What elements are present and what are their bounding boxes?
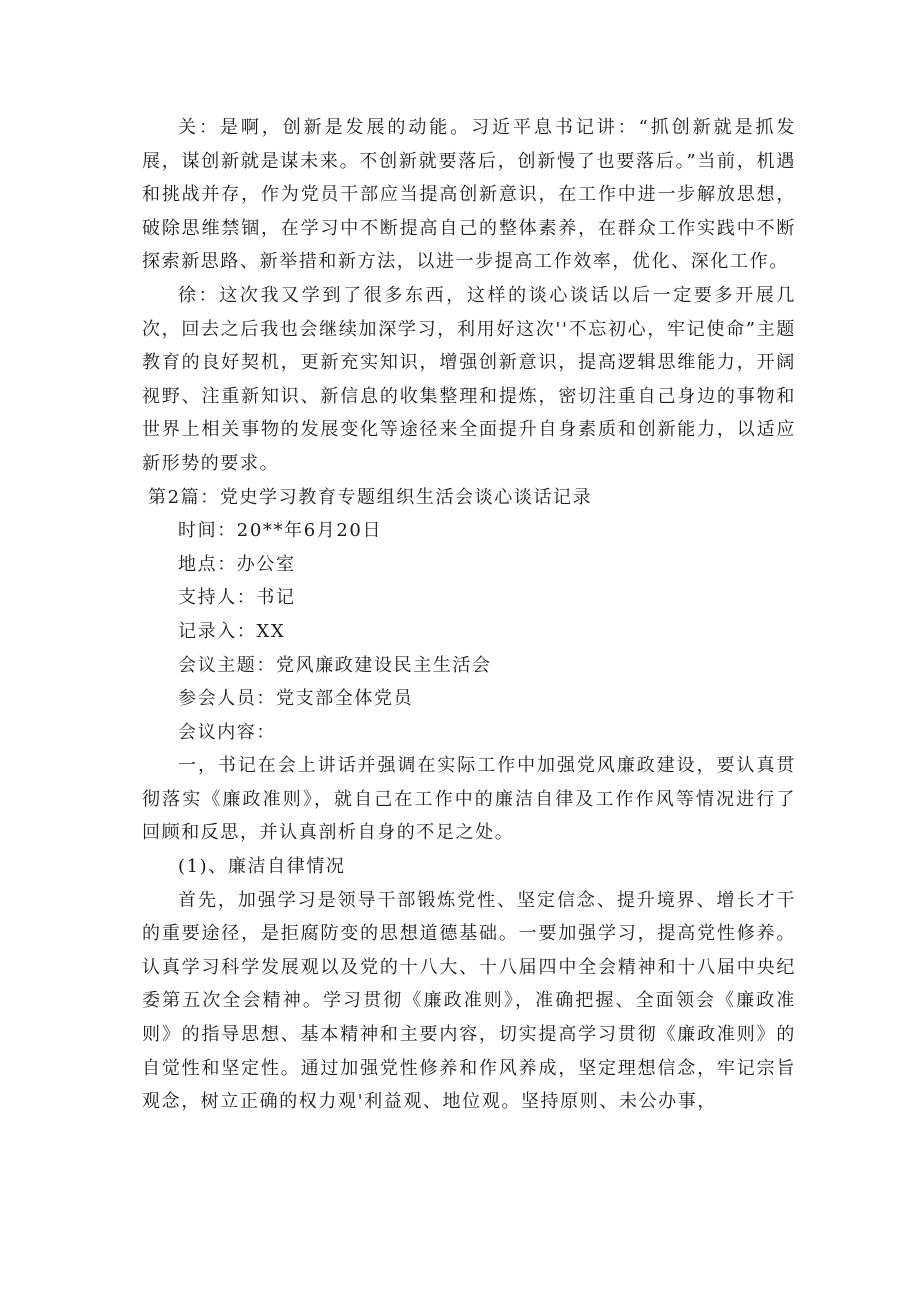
meeting-place: 地点：办公室: [178, 553, 296, 575]
meeting-content-label: 会议内容：: [178, 721, 276, 743]
meeting-host: 支持人：书记: [178, 587, 296, 609]
meeting-attendees: 参会人员：党支部全体党员: [178, 688, 414, 710]
point-one-paragraph: 一，书记在会上讲话并强调在实际工作中加强党风廉政建设，要认真贯彻落实《廉政准则》，就自己在工作中的廉洁自律及工作作风等情况进行了回顾和反思，并认真剖析自身的不足之处。: [142, 755, 796, 844]
integrity-paragraph: 首先，加强学习是领导干部锻炼党性、坚定信念、提升境界、增长才干的重要途径，是拒腐防变的思想道德基础。一要加强学习，提高党性修养。认真学习科学发展观以及党的十八大、十八届四中全会精神和十八届中央纪委第五次全会精神。学习贯彻《廉政准则》，准确把握、全面领会《廉政准则》的指导思想、基本精神和主要内容，切实提高学习贯彻《廉政准则》的自觉性和坚定性。通过加强党性修养和作风养成，坚定理想信念，牢记宗旨观念，树立正确的权力观'利益观、地位观。坚持原则、未公办事，: [142, 889, 796, 1113]
section-heading: 第2篇：党史学习教育专题组织生活会谈心谈话记录: [148, 486, 593, 508]
meeting-recorder: 记录入：XX: [178, 620, 286, 642]
meeting-time: 时间：20**年6月20日: [178, 520, 383, 542]
dialogue-paragraph-guan: 关：是啊，创新是发展的动能。习近平息书记讲：“抓创新就是抓发展，谋创新就是谋未来。不创新就要落后，创新慢了也要落后。”当前，机遇和挑战并存，作为党员干部应当提高创新意识，在工作中进一步解放思想，破除思维禁锢，在学习中不断提高自己的整体素养，在群众工作实践中不断探索新思路、新举措和新方法，以进一步提高工作效率，优化、深化工作。: [142, 117, 796, 273]
dialogue-paragraph-xu: 徐：这次我又学到了很多东西，这样的谈心谈话以后一定要多开展几次，回去之后我也会继续加深学习，利用好这次''不忘初心，牢记使命”主题教育的良好契机，更新充实知识，增强创新意识，提高逻辑思维能力，开阔视野、注重新知识、新信息的收集整理和提炼，密切注重自己身边的事物和世界上相关事物的发展变化等途径来全面提升自身素质和创新能力，以适应新形势的要求。: [142, 284, 796, 474]
subheading-integrity: (1)、廉洁自律情况: [178, 856, 346, 878]
meeting-topic: 会议主题：党风廉政建设民主生活会: [178, 654, 492, 676]
document-body: [142, 111, 796, 1119]
